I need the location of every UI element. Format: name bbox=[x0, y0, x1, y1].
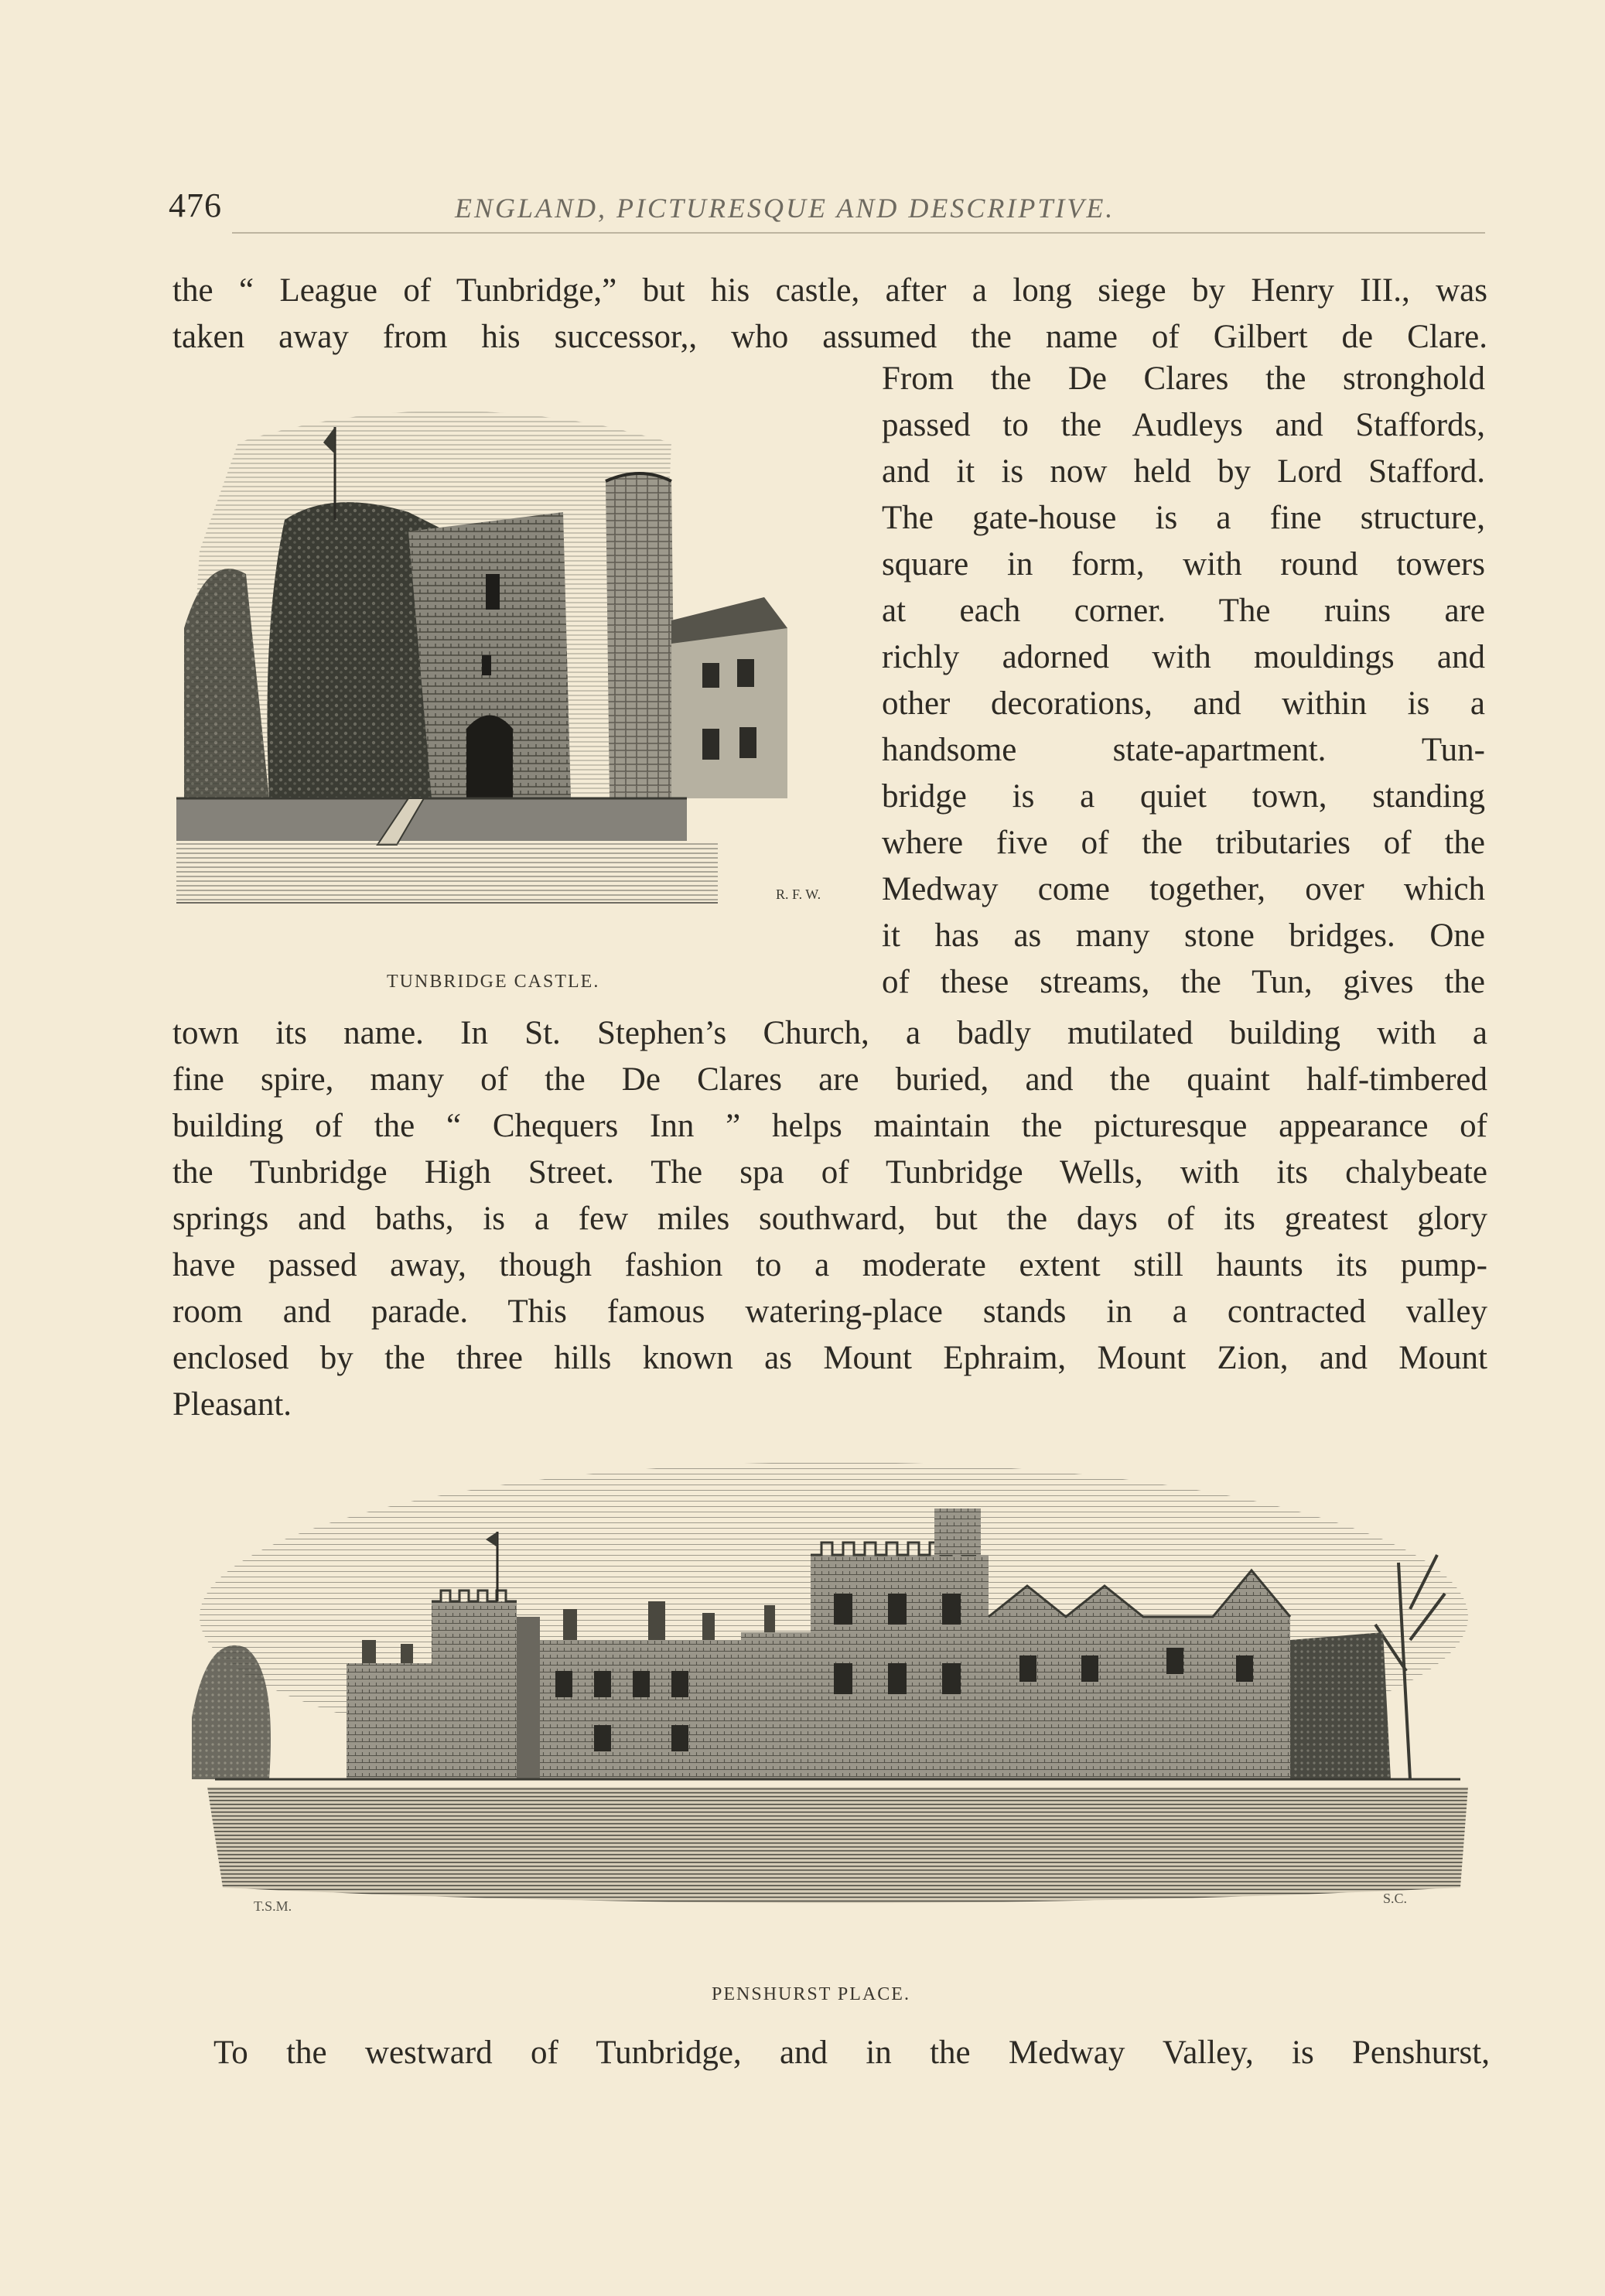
text-line: From the De Clares the stronghold bbox=[882, 360, 1485, 397]
text-line: square in form, with round towers bbox=[882, 546, 1485, 583]
text-line: taken away from his successor,, who assumed the name of Gilbert de Clare. bbox=[172, 319, 1487, 355]
page-number: 476 bbox=[169, 186, 222, 224]
penshurst-place-engraving bbox=[192, 1439, 1476, 1988]
wrapped-text-column bbox=[882, 356, 1485, 1006]
text-line: other decorations, and within is a bbox=[882, 685, 1485, 722]
text-line: it has as many stone bridges. One bbox=[882, 917, 1485, 954]
text-line: springs and baths, is a few miles southward, but the days of its greatest glory bbox=[172, 1201, 1487, 1237]
text-line: The gate-house is a fine structure, bbox=[882, 500, 1485, 536]
text-line: town its name. In St. Stephen’s Church, a badly mutilated building with a bbox=[172, 1015, 1487, 1051]
text-line: have passed away, though fashion to a moderate extent still haunts its pump- bbox=[172, 1247, 1487, 1283]
paragraph-next bbox=[213, 2030, 1490, 2076]
text-line: handsome state-apartment. Tun- bbox=[882, 732, 1485, 768]
penshurst-signature-right: S.C. bbox=[1383, 1891, 1408, 1906]
text-line: Medway come together, over which bbox=[882, 871, 1485, 907]
penshurst-signature-left: T.S.M. bbox=[254, 1898, 292, 1914]
text-line: bridge is a quiet town, standing bbox=[882, 778, 1485, 815]
text-line: enclosed by the three hills known as Mount Ephraim, Mount Zion, and Mount bbox=[172, 1340, 1487, 1376]
tunbridge-castle-engraving bbox=[176, 396, 842, 953]
text-line: passed to the Audleys and Staffords, bbox=[882, 407, 1485, 443]
text-line: To the westward of Tunbridge, and in the Medway Valley, is Penshurst, bbox=[213, 2035, 1490, 2071]
tunbridge-castle-caption: TUNBRIDGE CASTLE. bbox=[387, 972, 600, 992]
text-line: the Tunbridge High Street. The spa of Tunbridge Wells, with its chalybeate bbox=[172, 1154, 1487, 1191]
penshurst-place-caption: PENSHURST PLACE. bbox=[712, 1984, 910, 2004]
text-line: richly adorned with mouldings and bbox=[882, 639, 1485, 675]
castle-engraver-signature: R. F. W. bbox=[776, 887, 821, 902]
text-line: at each corner. The ruins are bbox=[882, 593, 1485, 629]
text-line: room and parade. This famous watering-place stands in a contracted valley bbox=[172, 1293, 1487, 1330]
text-line: where five of the tributaries of the bbox=[882, 825, 1485, 861]
text-line: building of the “ Chequers Inn ” helps maintain the picturesque appearance of bbox=[172, 1108, 1487, 1144]
text-line: Pleasant. bbox=[172, 1386, 292, 1423]
text-line: of these streams, the Tun, gives the bbox=[882, 964, 1485, 1000]
text-line: the “ League of Tunbridge,” but his castle, after a long siege by Henry III., was bbox=[172, 272, 1487, 309]
text-line: and it is now held by Lord Stafford. bbox=[882, 453, 1485, 490]
header-rule bbox=[232, 232, 1485, 234]
paragraph-opening bbox=[172, 268, 1487, 360]
running-title: ENGLAND, PICTURESQUE AND DESCRIPTIVE. bbox=[455, 193, 1115, 224]
paragraph-continuation bbox=[172, 1010, 1487, 1428]
text-line: fine spire, many of the De Clares are buried, and the quaint half-timbered bbox=[172, 1061, 1487, 1098]
